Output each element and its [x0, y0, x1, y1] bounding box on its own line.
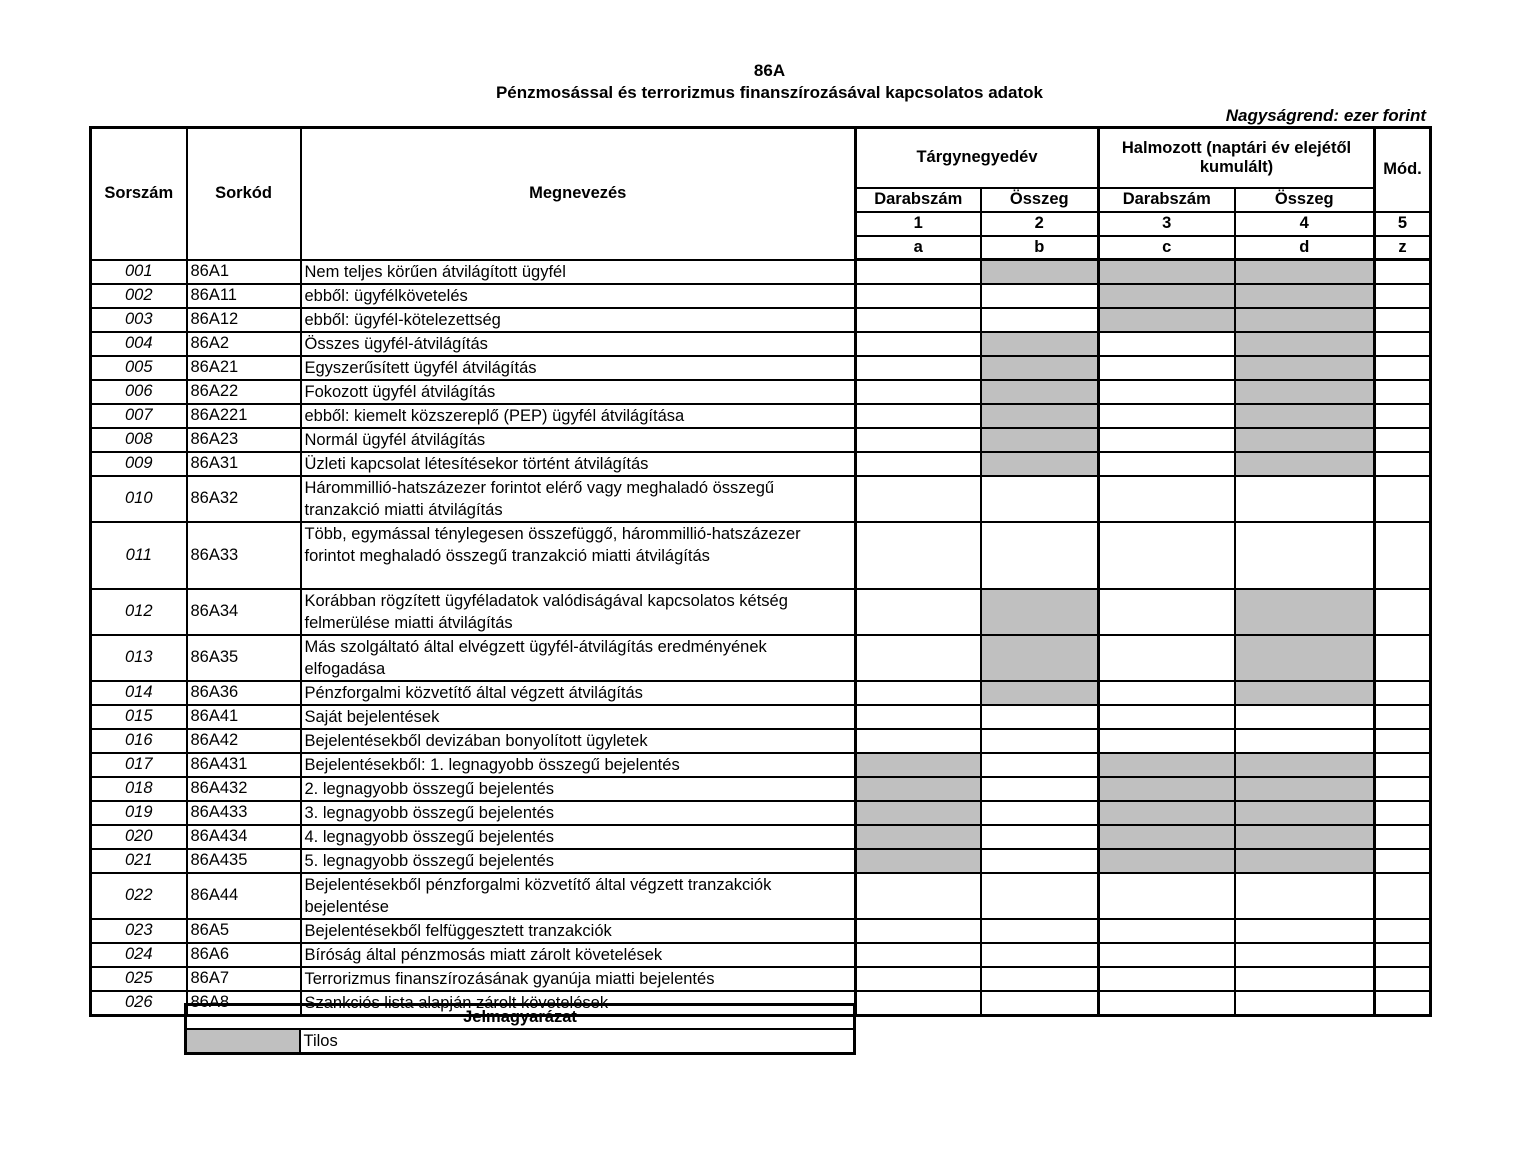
row-number: 025: [91, 967, 187, 991]
col-letter-a: a: [856, 236, 981, 260]
row-code: 86A8: [187, 991, 301, 1016]
row-code: 86A32: [187, 476, 301, 522]
cell-c[interactable]: [1099, 873, 1235, 919]
cell-z[interactable]: [1375, 589, 1431, 635]
cell-a[interactable]: [856, 332, 981, 356]
cell-c[interactable]: [1099, 635, 1235, 681]
cell-a[interactable]: [856, 452, 981, 476]
cell-a-forbidden: [856, 801, 981, 825]
cell-z[interactable]: [1375, 260, 1431, 284]
col-number-4: 4: [1235, 212, 1375, 236]
cell-b-forbidden: [981, 681, 1099, 705]
table-row: [91, 522, 1431, 589]
cell-b[interactable]: [981, 801, 1099, 825]
cell-d[interactable]: [1235, 705, 1375, 729]
cell-a[interactable]: [856, 705, 981, 729]
cell-c-forbidden: [1099, 284, 1235, 308]
row-name: Bejelentésekből: 1. legnagyobb összegű bejelentés: [301, 753, 856, 777]
cell-c[interactable]: [1099, 404, 1235, 428]
row-name: 4. legnagyobb összegű bejelentés: [301, 825, 856, 849]
cell-a[interactable]: [856, 589, 981, 635]
table-row: [91, 849, 1431, 873]
table-row: [91, 308, 1431, 332]
cell-b[interactable]: [981, 284, 1099, 308]
cell-z[interactable]: [1375, 522, 1431, 589]
cell-a-forbidden: [856, 825, 981, 849]
cell-z[interactable]: [1375, 404, 1431, 428]
row-number: 026: [91, 991, 187, 1016]
row-code: 86A36: [187, 681, 301, 705]
table-row: [91, 635, 1431, 681]
row-number: 022: [91, 873, 187, 919]
row-number: 007: [91, 404, 187, 428]
row-name: Saját bejelentések: [301, 705, 856, 729]
col-header-osszeg-2: Összeg: [1235, 188, 1375, 212]
cell-d[interactable]: [1235, 919, 1375, 943]
cell-z[interactable]: [1375, 873, 1431, 919]
cell-a[interactable]: [856, 919, 981, 943]
row-number: 015: [91, 705, 187, 729]
cell-c-forbidden: [1099, 753, 1235, 777]
cell-z[interactable]: [1375, 476, 1431, 522]
cell-a[interactable]: [856, 991, 981, 1016]
cell-c-forbidden: [1099, 308, 1235, 332]
cell-d-forbidden: [1235, 825, 1375, 849]
cell-b[interactable]: [981, 991, 1099, 1016]
cell-b[interactable]: [981, 705, 1099, 729]
cell-b[interactable]: [981, 967, 1099, 991]
row-code: 86A21: [187, 356, 301, 380]
row-code: 86A1: [187, 260, 301, 284]
col-header-darabszam-2: Darabszám: [1099, 188, 1235, 212]
col-letter-b: b: [981, 236, 1099, 260]
cell-z[interactable]: [1375, 991, 1431, 1016]
cell-b-forbidden: [981, 452, 1099, 476]
cell-b[interactable]: [981, 919, 1099, 943]
cell-z[interactable]: [1375, 284, 1431, 308]
row-name: Korábban rögzített ügyféladatok valódiságával kapcsolatos kétség felmerülése miatti átvilágítás: [301, 589, 856, 635]
row-name: Más szolgáltató által elvégzett ügyfél-átvilágítás eredményének elfogadása: [301, 635, 856, 681]
row-number: 003: [91, 308, 187, 332]
row-code: 86A22: [187, 380, 301, 404]
cell-b-forbidden: [981, 356, 1099, 380]
table-row: [91, 943, 1431, 967]
row-name: ebből: ügyfél-kötelezettség: [301, 308, 856, 332]
row-number: 004: [91, 332, 187, 356]
table-row: [91, 919, 1431, 943]
table-row: [91, 753, 1431, 777]
cell-d-forbidden: [1235, 452, 1375, 476]
table-row: [91, 476, 1431, 522]
cell-c[interactable]: [1099, 967, 1235, 991]
cell-b[interactable]: [981, 476, 1099, 522]
row-name: Bejelentésekből devizában bonyolított ügyletek: [301, 729, 856, 753]
row-number: 024: [91, 943, 187, 967]
col-letter-d: d: [1235, 236, 1375, 260]
cell-a[interactable]: [856, 873, 981, 919]
table-row: [91, 801, 1431, 825]
cell-a[interactable]: [856, 428, 981, 452]
row-number: 009: [91, 452, 187, 476]
col-number-2: 2: [981, 212, 1099, 236]
row-number: 019: [91, 801, 187, 825]
cell-d-forbidden: [1235, 681, 1375, 705]
cell-d-forbidden: [1235, 260, 1375, 284]
row-name: Normál ügyfél átvilágítás: [301, 428, 856, 452]
row-name: 5. legnagyobb összegű bejelentés: [301, 849, 856, 873]
cell-z[interactable]: [1375, 729, 1431, 753]
row-number: 010: [91, 476, 187, 522]
legend-swatch: [186, 1029, 300, 1054]
cell-d-forbidden: [1235, 428, 1375, 452]
cell-b[interactable]: [981, 849, 1099, 873]
table-body: [91, 260, 1431, 1016]
cell-z[interactable]: [1375, 635, 1431, 681]
table-row: [91, 729, 1431, 753]
row-name: Egyszerűsített ügyfél átvilágítás: [301, 356, 856, 380]
cell-d-forbidden: [1235, 284, 1375, 308]
form-title: Pénzmosással és terrorizmus finanszírozásával kapcsolatos adatok: [495, 83, 1044, 102]
cell-z[interactable]: [1375, 308, 1431, 332]
row-code: 86A34: [187, 589, 301, 635]
legend-title: Jelmagyarázat: [186, 1005, 855, 1030]
cell-b[interactable]: [981, 308, 1099, 332]
cell-a[interactable]: [856, 308, 981, 332]
cell-b[interactable]: [981, 825, 1099, 849]
table-row: [91, 873, 1431, 919]
row-number: 002: [91, 284, 187, 308]
cell-a[interactable]: [856, 404, 981, 428]
cell-a[interactable]: [856, 943, 981, 967]
cell-d[interactable]: [1235, 476, 1375, 522]
row-code: 86A12: [187, 308, 301, 332]
cell-d[interactable]: [1235, 991, 1375, 1016]
cell-b[interactable]: [981, 522, 1099, 589]
cell-b[interactable]: [981, 943, 1099, 967]
cell-d-forbidden: [1235, 308, 1375, 332]
row-code: 86A431: [187, 753, 301, 777]
row-number: 021: [91, 849, 187, 873]
table-row: [91, 284, 1431, 308]
cell-c[interactable]: [1099, 428, 1235, 452]
cell-a[interactable]: [856, 635, 981, 681]
cell-d-forbidden: [1235, 801, 1375, 825]
cell-d-forbidden: [1235, 849, 1375, 873]
cell-z[interactable]: [1375, 849, 1431, 873]
cell-z[interactable]: [1375, 332, 1431, 356]
cell-b-forbidden: [981, 404, 1099, 428]
row-code: 86A35: [187, 635, 301, 681]
cell-d-forbidden: [1235, 380, 1375, 404]
row-name: Terrorizmus finanszírozásának gyanúja miatti bejelentés: [301, 967, 856, 991]
row-number: 023: [91, 919, 187, 943]
cell-b-forbidden: [981, 635, 1099, 681]
row-name: Összes ügyfél-átvilágítás: [301, 332, 856, 356]
cell-d-forbidden: [1235, 589, 1375, 635]
cell-c[interactable]: [1099, 919, 1235, 943]
row-name: 2. legnagyobb összegű bejelentés: [301, 777, 856, 801]
row-name: Több, egymással ténylegesen összefüggő, hárommillió-hatszázezer forintot meghaladó összegű tranzakció miatti átvilágítás: [301, 522, 856, 589]
table-row: [91, 777, 1431, 801]
col-number-1: 1: [856, 212, 981, 236]
cell-c[interactable]: [1099, 476, 1235, 522]
cell-z[interactable]: [1375, 356, 1431, 380]
table-row: [91, 356, 1431, 380]
cell-a[interactable]: [856, 380, 981, 404]
col-number-3: 3: [1099, 212, 1235, 236]
row-name: Szankciós lista alapján zárolt követelések: [301, 991, 856, 1016]
cell-c[interactable]: [1099, 356, 1235, 380]
cell-c-forbidden: [1099, 825, 1235, 849]
unit-note: Nagyságrend: ezer forint: [1225, 106, 1426, 125]
table-row: [91, 967, 1431, 991]
cell-z[interactable]: [1375, 753, 1431, 777]
table-row: [91, 380, 1431, 404]
table-row: [91, 589, 1431, 635]
table-row: [91, 452, 1431, 476]
cell-z[interactable]: [1375, 919, 1431, 943]
legend-table: [184, 1003, 856, 1055]
cell-a-forbidden: [856, 849, 981, 873]
row-name: ebből: ügyfélkövetelés: [301, 284, 856, 308]
row-number: 018: [91, 777, 187, 801]
cell-a-forbidden: [856, 753, 981, 777]
cell-z[interactable]: [1375, 801, 1431, 825]
row-code: 86A42: [187, 729, 301, 753]
cell-b-forbidden: [981, 332, 1099, 356]
row-number: 014: [91, 681, 187, 705]
col-header-mod: Mód.: [1375, 128, 1431, 212]
row-number: 016: [91, 729, 187, 753]
cell-a[interactable]: [856, 284, 981, 308]
cell-c-forbidden: [1099, 777, 1235, 801]
row-name: Bejelentésekből pénzforgalmi közvetítő által végzett tranzakciók bejelentése: [301, 873, 856, 919]
cell-d[interactable]: [1235, 943, 1375, 967]
row-number: 001: [91, 260, 187, 284]
table-row: [91, 428, 1431, 452]
cell-c[interactable]: [1099, 729, 1235, 753]
cell-c[interactable]: [1099, 589, 1235, 635]
col-letter-z: z: [1375, 236, 1431, 260]
cell-c[interactable]: [1099, 991, 1235, 1016]
row-code: 86A44: [187, 873, 301, 919]
row-code: 86A432: [187, 777, 301, 801]
cell-c[interactable]: [1099, 452, 1235, 476]
row-code: 86A11: [187, 284, 301, 308]
row-name: Fokozott ügyfél átvilágítás: [301, 380, 856, 404]
cell-c[interactable]: [1099, 522, 1235, 589]
row-number: 020: [91, 825, 187, 849]
col-number-5: 5: [1375, 212, 1431, 236]
table-row: [91, 404, 1431, 428]
row-name: Bejelentésekből felfüggesztett tranzakciók: [301, 919, 856, 943]
cell-a[interactable]: [856, 729, 981, 753]
row-code: 86A7: [187, 967, 301, 991]
row-name: Hárommillió-hatszázezer forintot elérő vagy meghaladó összegű tranzakció miatti átvilágítás: [301, 476, 856, 522]
row-name: Pénzforgalmi közvetítő által végzett átvilágítás: [301, 681, 856, 705]
table-row: [91, 825, 1431, 849]
cell-b[interactable]: [981, 873, 1099, 919]
cell-b-forbidden: [981, 428, 1099, 452]
row-number: 012: [91, 589, 187, 635]
cell-z[interactable]: [1375, 380, 1431, 404]
row-code: 86A6: [187, 943, 301, 967]
cell-d-forbidden: [1235, 753, 1375, 777]
row-code: 86A41: [187, 705, 301, 729]
cell-z[interactable]: [1375, 452, 1431, 476]
row-name: Nem teljes körűen átvilágított ügyfél: [301, 260, 856, 284]
table-row: [91, 260, 1431, 284]
cell-d-forbidden: [1235, 777, 1375, 801]
row-number: 011: [91, 522, 187, 589]
row-number: 006: [91, 380, 187, 404]
cell-a[interactable]: [856, 260, 981, 284]
cell-b[interactable]: [981, 777, 1099, 801]
cell-a[interactable]: [856, 476, 981, 522]
row-code: 86A2: [187, 332, 301, 356]
cell-b-forbidden: [981, 380, 1099, 404]
row-code: 86A31: [187, 452, 301, 476]
cell-c[interactable]: [1099, 332, 1235, 356]
cell-c[interactable]: [1099, 380, 1235, 404]
col-header-osszeg-1: Összeg: [981, 188, 1099, 212]
row-code: 86A221: [187, 404, 301, 428]
row-code: 86A5: [187, 919, 301, 943]
col-header-darabszam-1: Darabszám: [856, 188, 981, 212]
cell-d[interactable]: [1235, 873, 1375, 919]
form-code: 86A: [753, 61, 786, 80]
cell-c-forbidden: [1099, 849, 1235, 873]
cell-c-forbidden: [1099, 801, 1235, 825]
row-code: 86A433: [187, 801, 301, 825]
row-name: ebből: kiemelt közszereplő (PEP) ügyfél átvilágítása: [301, 404, 856, 428]
col-header-sorszam: Sorszám: [91, 128, 187, 260]
cell-z[interactable]: [1375, 943, 1431, 967]
row-name: 3. legnagyobb összegű bejelentés: [301, 801, 856, 825]
row-number: 005: [91, 356, 187, 380]
table-row: [91, 681, 1431, 705]
row-number: 013: [91, 635, 187, 681]
row-name: Bíróság által pénzmosás miatt zárolt követelések: [301, 943, 856, 967]
cell-b[interactable]: [981, 729, 1099, 753]
cell-c[interactable]: [1099, 705, 1235, 729]
cell-b[interactable]: [981, 753, 1099, 777]
cell-b-forbidden: [981, 260, 1099, 284]
cell-d-forbidden: [1235, 635, 1375, 681]
legend-label: Tilos: [300, 1029, 855, 1054]
cell-a[interactable]: [856, 356, 981, 380]
cell-z[interactable]: [1375, 681, 1431, 705]
cell-b-forbidden: [981, 589, 1099, 635]
cell-d-forbidden: [1235, 356, 1375, 380]
cell-d-forbidden: [1235, 332, 1375, 356]
cell-z[interactable]: [1375, 428, 1431, 452]
cell-a[interactable]: [856, 681, 981, 705]
cell-z[interactable]: [1375, 825, 1431, 849]
row-number: 008: [91, 428, 187, 452]
row-code: 86A435: [187, 849, 301, 873]
cell-c-forbidden: [1099, 260, 1235, 284]
cell-d[interactable]: [1235, 967, 1375, 991]
row-code: 86A434: [187, 825, 301, 849]
cell-z[interactable]: [1375, 777, 1431, 801]
cell-a-forbidden: [856, 777, 981, 801]
row-number: 017: [91, 753, 187, 777]
row-code: 86A23: [187, 428, 301, 452]
table-row: [91, 332, 1431, 356]
cell-d[interactable]: [1235, 729, 1375, 753]
cell-z[interactable]: [1375, 705, 1431, 729]
cell-a[interactable]: [856, 522, 981, 589]
col-letter-c: c: [1099, 236, 1235, 260]
col-header-megnevezes: Megnevezés: [301, 128, 856, 260]
cell-c[interactable]: [1099, 681, 1235, 705]
col-header-halmozott: Halmozott (naptári év elejétől kumulált): [1099, 128, 1375, 188]
table-row: [91, 705, 1431, 729]
col-header-targynegyedev: Tárgynegyedév: [856, 128, 1099, 188]
col-header-sorkod: Sorkód: [187, 128, 301, 260]
cell-z[interactable]: [1375, 967, 1431, 991]
cell-a[interactable]: [856, 967, 981, 991]
row-code: 86A33: [187, 522, 301, 589]
cell-d-forbidden: [1235, 404, 1375, 428]
data-table: [89, 126, 1432, 1017]
cell-c[interactable]: [1099, 943, 1235, 967]
cell-d[interactable]: [1235, 522, 1375, 589]
row-name: Üzleti kapcsolat létesítésekor történt átvilágítás: [301, 452, 856, 476]
